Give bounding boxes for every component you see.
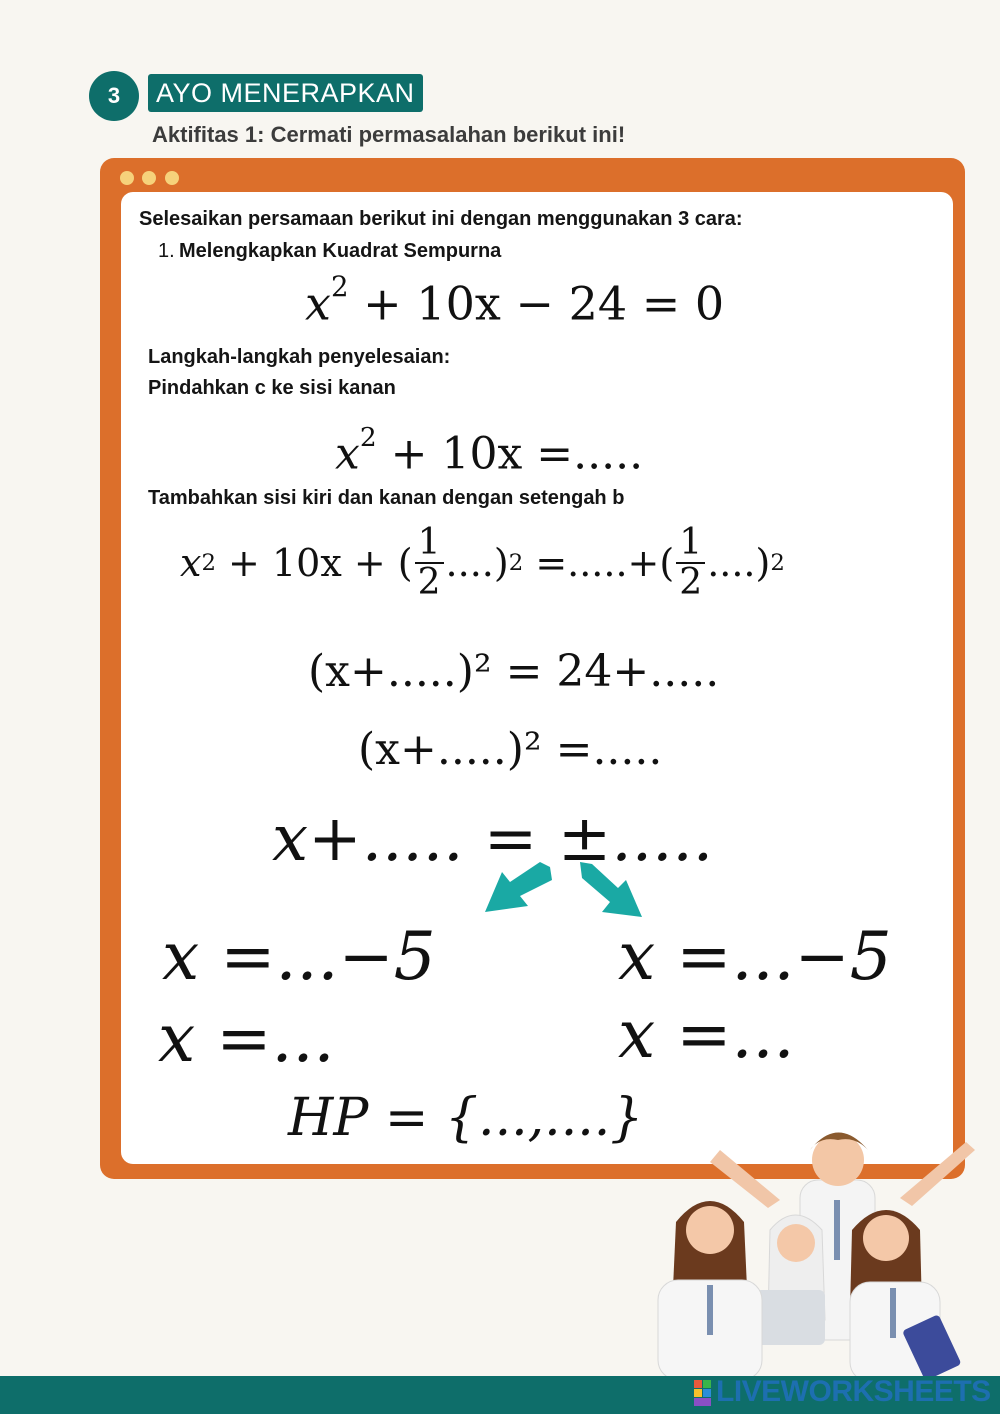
right-root-1: x =...−5 xyxy=(618,918,892,995)
step4-equation: (x+.....)² =..... xyxy=(358,724,663,775)
solution-set: HP = {...,....} xyxy=(288,1088,644,1148)
liveworksheets-logo[interactable]: LIVEWORKSHEETS xyxy=(716,1375,991,1408)
step1-equation: $x^2 + 10x$ =..... xyxy=(335,422,644,480)
steps-heading: Langkah-langkah penyelesaian: xyxy=(148,346,451,368)
intro-text: Selesaikan persamaan berikut ini dengan menggunakan 3 cara: xyxy=(139,208,743,230)
step3-equation: (x+.....)² = 24+..... xyxy=(308,646,720,697)
section-number-badge: 3 xyxy=(89,71,139,121)
right-root-2: x =... xyxy=(618,996,795,1073)
section-title: AYO MENERAPKAN xyxy=(148,74,423,112)
window-dot-icon xyxy=(120,171,134,185)
list-marker: 1. xyxy=(158,240,175,262)
left-root-1: x =...−5 xyxy=(162,918,436,995)
window-dot-icon xyxy=(142,171,156,185)
half-fraction: $\frac{1}{2}$ xyxy=(676,524,705,602)
step2-equation: x 2 + 10x + ( $\frac{1}{2}$ ....) 2 =.....+( $\frac{1}{2}$ ....) 2 xyxy=(180,521,785,603)
window-dot-icon xyxy=(165,171,179,185)
activity-subtitle: Aktifitas 1: Cermati permasalahan berikut ini! xyxy=(152,122,626,147)
step5-equation: x+..... = ±..... xyxy=(272,802,714,876)
liveworksheets-logo-icon xyxy=(694,1380,712,1406)
half-fraction: $\frac{1}{2}$ xyxy=(415,524,444,602)
step2-instruction: Tambahkan sisi kiri dan kanan dengan setengah b xyxy=(148,487,625,509)
left-root-2: x =... xyxy=(158,1000,335,1077)
arrow-left-icon xyxy=(485,862,552,912)
students-illustration xyxy=(650,1120,990,1380)
arrow-right-icon xyxy=(580,862,642,917)
step1-instruction: Pindahkan c ke sisi kanan xyxy=(148,377,396,399)
method-label: Melengkapkan Kuadrat Sempurna xyxy=(179,240,502,262)
main-equation: $x^2 + 10x - 24 = 0$ xyxy=(305,270,725,331)
